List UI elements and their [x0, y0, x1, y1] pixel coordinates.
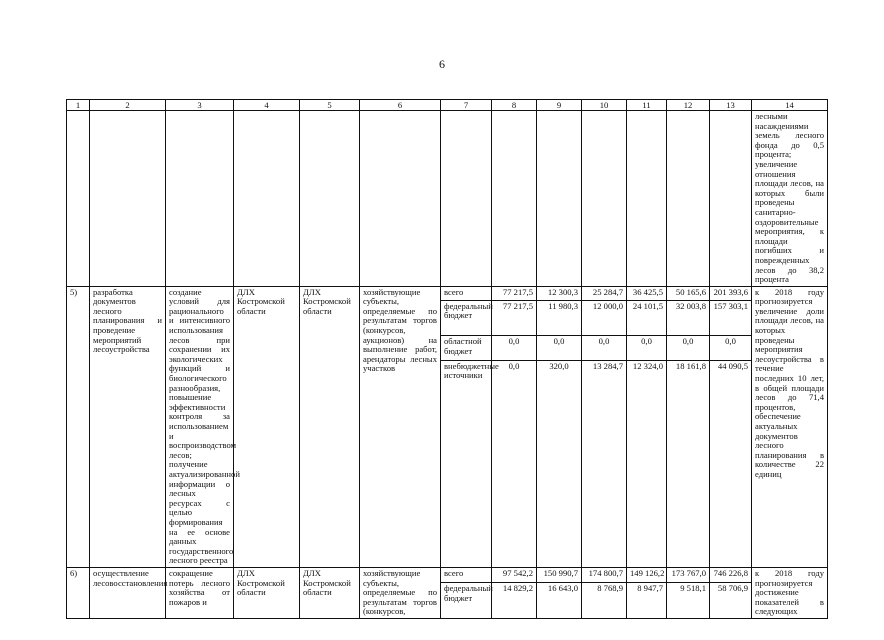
- header-cell: 8: [492, 100, 537, 111]
- page-number: 6: [439, 57, 445, 71]
- expected-result-cell: к 2018 году прогнозируется достижение показателей в следующих: [752, 567, 828, 618]
- funding-value: 173 767,0: [667, 567, 710, 582]
- responsible-executor-cell: ДЛХ Костромской области: [234, 286, 300, 567]
- funding-value: 12 324,0: [627, 360, 667, 567]
- funding-value: 11 980,3: [537, 300, 582, 335]
- funding-value: 77 217,5: [492, 286, 537, 300]
- header-cell: 12: [667, 100, 710, 111]
- funding-source-label: федеральный бюджет: [441, 300, 492, 335]
- funding-value: 16 643,0: [537, 582, 582, 618]
- funding-value: 0,0: [627, 336, 667, 361]
- funding-source-label: федеральный бюджет: [441, 582, 492, 618]
- funding-value: 58 706,9: [710, 582, 752, 618]
- funding-value: 18 161,8: [667, 360, 710, 567]
- funding-value: 320,0: [537, 360, 582, 567]
- funding-value: 44 090,5: [710, 360, 752, 567]
- funding-value: 149 126,2: [627, 567, 667, 582]
- funding-value: 32 003,8: [667, 300, 710, 335]
- funding-source-label: всего: [441, 567, 492, 582]
- header-cell: 3: [166, 100, 234, 111]
- header-cell: 4: [234, 100, 300, 111]
- funding-value: 0,0: [710, 336, 752, 361]
- responsible-executor-cell: ДЛХ Костромской области: [234, 567, 300, 618]
- row-number: 6): [67, 567, 90, 618]
- funding-value: 201 393,6: [710, 286, 752, 300]
- participants-cell: хозяйствующие субъекты, определяемые по результатам торгов (конкурсов,: [360, 567, 441, 618]
- header-cell: 1: [67, 100, 90, 111]
- expected-result-cell: лесными насаждениями земель лесного фонда до 0,5 процента; увеличение отношения площади лесов, на которых были проведены санитарно-оздоровительные мероприятия, к площади погибших и поврежденных лесов до 38,2 процента: [752, 111, 828, 287]
- funding-value: 8 768,9: [582, 582, 627, 618]
- funding-value: 0,0: [492, 360, 537, 567]
- funding-value: 50 165,6: [667, 286, 710, 300]
- header-row: [67, 100, 828, 111]
- funding-value: 97 542,2: [492, 567, 537, 582]
- header-cell: 11: [627, 100, 667, 111]
- funding-value: 0,0: [667, 336, 710, 361]
- header-cell: 6: [360, 100, 441, 111]
- activity-name-cell: осуществление лесовосстановления: [90, 567, 166, 618]
- funding-value: 174 800,7: [582, 567, 627, 582]
- funding-source-label: внебюджетные источники: [441, 360, 492, 567]
- funding-value: 13 284,7: [582, 360, 627, 567]
- header-cell: 7: [441, 100, 492, 111]
- funding-value: 24 101,5: [627, 300, 667, 335]
- funding-value: 150 990,7: [537, 567, 582, 582]
- row-number: 5): [67, 286, 90, 567]
- participants-cell: хозяйствующие субъекты, определяемые по результатам торгов (конкурсов, аукционов) на выполнение работ, арендаторы лесных участков: [360, 286, 441, 567]
- table-row: [67, 286, 828, 300]
- funding-value: 9 518,1: [667, 582, 710, 618]
- continuation-row: [67, 111, 828, 287]
- activity-purpose-cell: сокращение потерь лесного хозяйства от пожаров и: [166, 567, 234, 618]
- funding-value: 14 829,2: [492, 582, 537, 618]
- header-cell: 14: [752, 100, 828, 111]
- header-cell: 2: [90, 100, 166, 111]
- funding-value: 12 000,0: [582, 300, 627, 335]
- header-cell: 13: [710, 100, 752, 111]
- funding-value: 0,0: [492, 336, 537, 361]
- coexecutor-cell: ДЛХ Костромской области: [300, 286, 360, 567]
- header-cell: 9: [537, 100, 582, 111]
- funding-value: 25 284,7: [582, 286, 627, 300]
- funding-source-label: областной бюджет: [441, 336, 492, 361]
- funding-source-label: всего: [441, 286, 492, 300]
- activity-purpose-cell: создание условий для рационального и интенсивного использования лесов при сохранении их экологических функций и биологического разнообразия, повышение эффективности контроля за использованием и воспроизводством лесов; получение актуализированной информации о лесных ресурсах с целью формирования на ее основе данных государственного лесного реестра: [166, 286, 234, 567]
- coexecutor-cell: ДЛХ Костромской области: [300, 567, 360, 618]
- activity-name-cell: разработка документов лесного планирования и проведение мероприятий лесоустройства: [90, 286, 166, 567]
- funding-value: 77 217,5: [492, 300, 537, 335]
- funding-value: 12 300,3: [537, 286, 582, 300]
- header-cell: 5: [300, 100, 360, 111]
- program-activities-table: [66, 99, 828, 619]
- expected-result-cell: к 2018 году прогнозируется увеличение доли площади лесов, на которых проведены мероприятия лесоустройства в течение последних 10 лет, в общей площади лесов до 71,4 процентов, обеспечение актуальных документов лесного планирования в количестве 22 единиц: [752, 286, 828, 567]
- table-row: [67, 567, 828, 582]
- funding-value: 157 303,1: [710, 300, 752, 335]
- funding-value: 0,0: [537, 336, 582, 361]
- funding-value: 36 425,5: [627, 286, 667, 300]
- funding-value: 0,0: [582, 336, 627, 361]
- header-cell: 10: [582, 100, 627, 111]
- funding-value: 8 947,7: [627, 582, 667, 618]
- funding-value: 746 226,8: [710, 567, 752, 582]
